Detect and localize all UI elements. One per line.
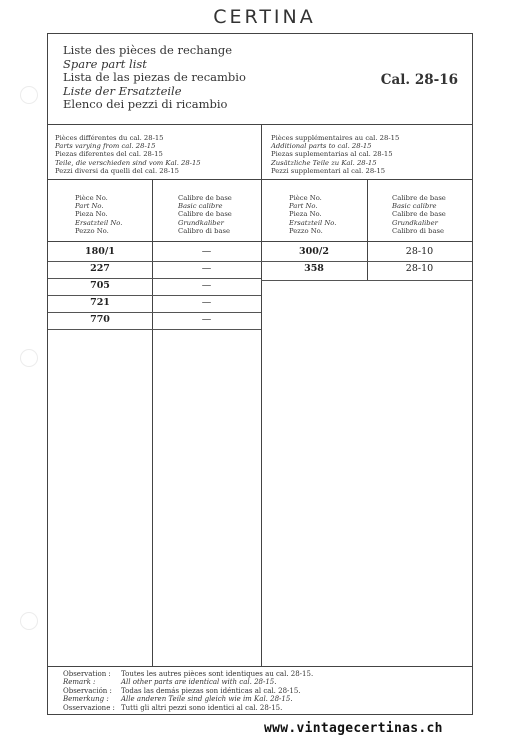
base-calibre: —	[201, 314, 212, 325]
divider	[48, 124, 472, 125]
part-number: 358	[304, 263, 324, 274]
title-de: Liste der Ersatzteile	[63, 83, 182, 98]
row-line	[261, 261, 472, 262]
punch-hole	[20, 86, 38, 104]
row-line	[48, 295, 261, 296]
title-fr: Liste des pièces de rechange	[63, 43, 233, 57]
row-line	[48, 329, 261, 330]
row-line	[48, 312, 261, 313]
title-en: Spare part list	[63, 56, 147, 71]
part-number: 770	[90, 314, 110, 325]
base-calibre: —	[201, 246, 212, 257]
punch-hole	[20, 349, 38, 367]
base-calibre: 28-10	[405, 263, 434, 274]
center-divider	[261, 124, 262, 666]
calibre-number: Cal. 28-16	[380, 72, 458, 88]
left-calibre-header: Calibre de base Basic calibre Calibre de base Grundkaliber Calibro di base	[178, 194, 232, 235]
part-number: 721	[90, 297, 110, 308]
base-calibre: —	[201, 280, 212, 291]
title-es: Lista de las piezas de recambio	[63, 70, 246, 84]
part-number: 705	[90, 280, 110, 291]
observation-row: Osservazione : Tutti gli altri pezzi sono identici al cal. 28-15.	[63, 703, 283, 712]
title-it: Elenco dei pezzi di ricambio	[63, 97, 228, 111]
website-watermark: www.vintagecertinas.ch	[264, 721, 443, 736]
divider	[48, 666, 472, 667]
observation-block	[63, 670, 313, 712]
right-intro: Pièces supplémentaires au cal. 28-15 Additional parts to cal. 28-15 Piezas suplementarias al cal. 28-15 Zusätzliche Teile zu Kal. 28-15 Pezzi supplementari al cal. 28-15	[271, 134, 400, 175]
divider	[48, 179, 472, 180]
observation-row: Observation : Toutes les autres pièces sont identiques au cal. 28-15.	[63, 670, 314, 678]
part-number: 300/2	[299, 246, 329, 257]
title-block	[63, 44, 246, 112]
right-calibre-header: Calibre de base Basic calibre Calibre de base Grundkaliber Calibro di base	[392, 194, 446, 235]
divider	[48, 241, 472, 242]
row-line	[48, 261, 261, 262]
brand-logo: CERTINA	[213, 6, 316, 28]
part-number: 180/1	[85, 246, 115, 257]
observation-row: Observación : Todas las demás piezas son idénticas al cal. 28-15.	[63, 686, 301, 695]
spare-parts-sheet	[47, 33, 473, 715]
left-part-header: Pièce No. Part No. Pieza No. Ersatzteil No. Pezzo No.	[75, 194, 123, 235]
row-line	[48, 278, 261, 279]
row-line	[261, 280, 472, 281]
observation-row: Bemerkung : Alle anderen Teile sind gleich wie im Kal. 28-15.	[63, 695, 293, 704]
part-number: 227	[90, 263, 110, 274]
base-calibre: 28-10	[405, 246, 434, 257]
right-part-header: Pièce No. Part No. Pieza No. Ersatzteil No. Pezzo No.	[289, 194, 337, 235]
observation-row: Remark : All other parts are identical with cal. 28-15.	[63, 678, 277, 687]
base-calibre: —	[201, 263, 212, 274]
left-intro: Pièces différentes du cal. 28-15 Parts varying from cal. 28-15 Piezas diferentes del cal. 28-15 Teile, die verschieden sind vom Kal. 28-15 Pezzi diversi da quelli del cal. 28-15	[55, 134, 201, 175]
punch-hole	[20, 612, 38, 630]
base-calibre: —	[201, 297, 212, 308]
